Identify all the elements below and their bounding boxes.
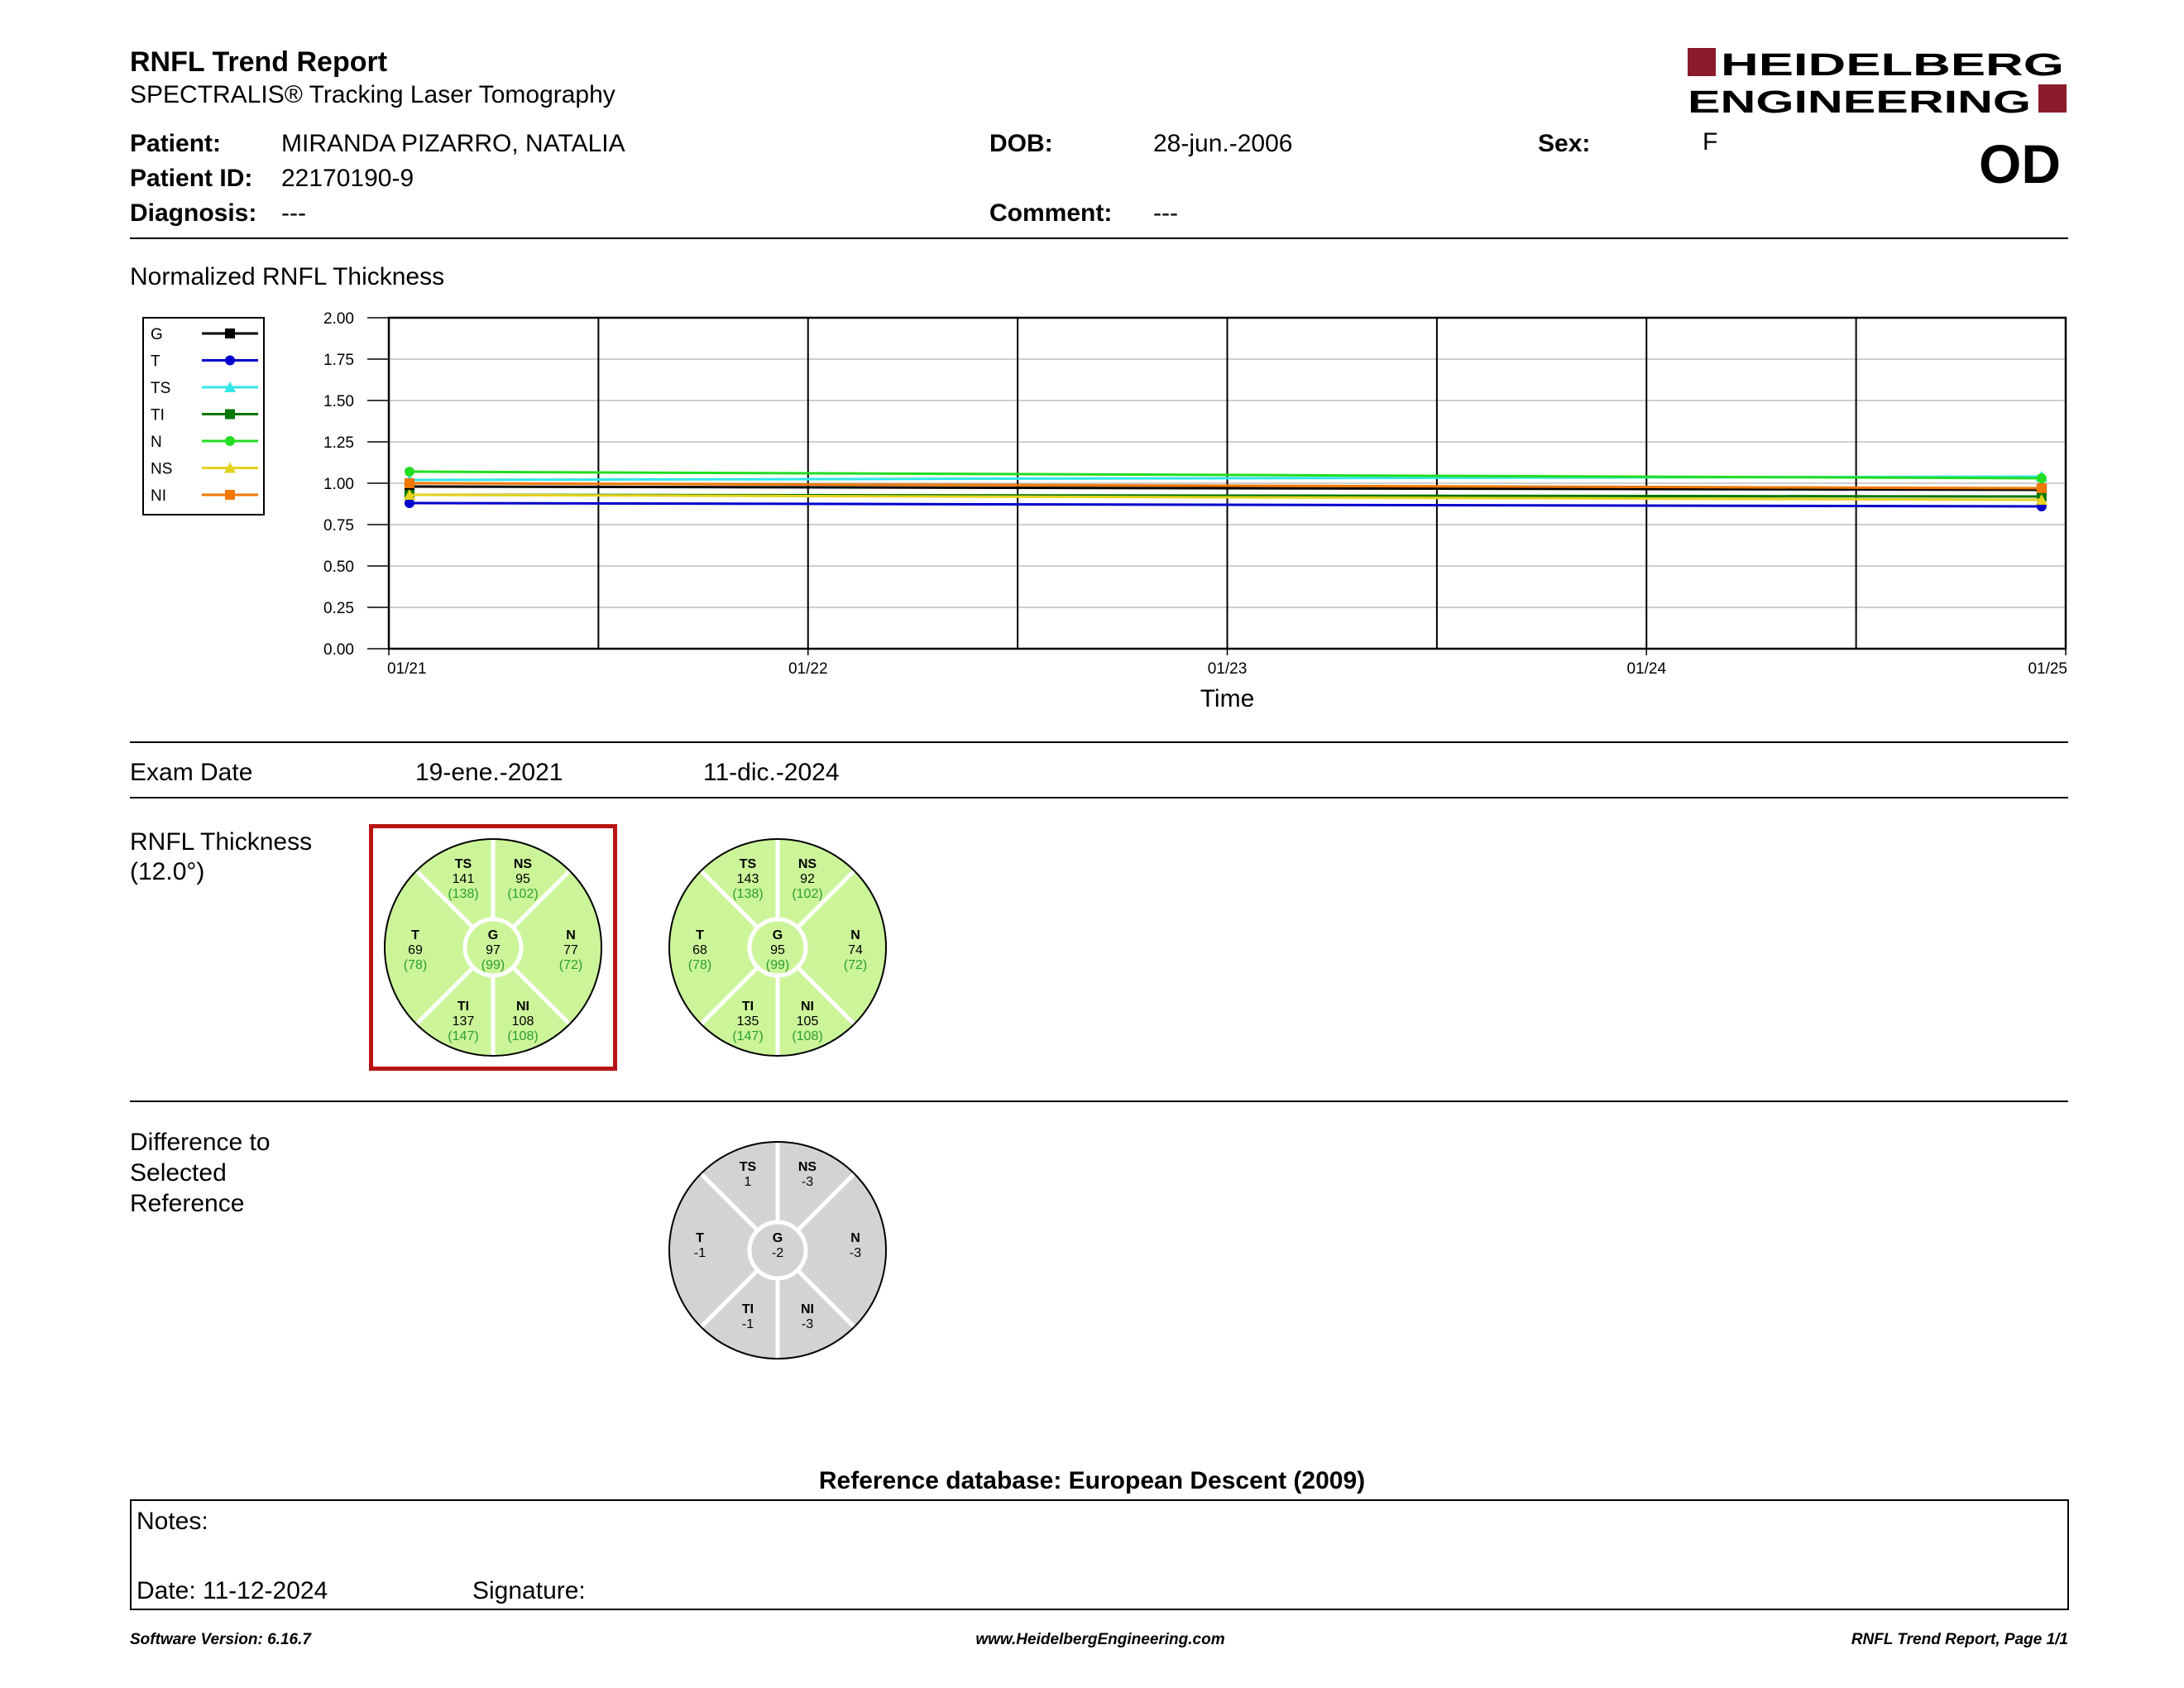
sector-value-g: -2 — [771, 1246, 784, 1260]
sector-name-ts: TS — [454, 857, 472, 871]
sector-value-ns: 92 — [800, 872, 815, 886]
footer-page-number: RNFL Trend Report, Page 1/1 — [1851, 1631, 2068, 1648]
sector-name-ns: NS — [797, 857, 817, 871]
y-tick-label: 0.00 — [323, 641, 354, 659]
sector-reference-ts: (138) — [448, 887, 479, 901]
difference-label-line1: Difference to — [130, 1129, 271, 1156]
sector-value-g: 95 — [770, 943, 785, 957]
comment-label: Comment: — [989, 199, 1113, 227]
legend-label-t: T — [151, 352, 160, 371]
sector-name-ns: NS — [797, 1160, 817, 1174]
sector-name-n: N — [850, 1231, 860, 1245]
dob-label: DOB: — [989, 130, 1053, 157]
y-tick-label: 0.25 — [323, 600, 354, 617]
difference-label-line3: Reference — [130, 1190, 245, 1217]
comment-value: --- — [1153, 199, 1178, 227]
legend-label-g: G — [151, 326, 163, 343]
logo-line-2: ENGINEERING — [1688, 85, 2031, 116]
sector-reference-ts: (138) — [732, 887, 764, 901]
sector-reference-ni: (108) — [792, 1029, 823, 1043]
y-tick-label: 1.25 — [323, 434, 354, 452]
x-tick-label: 01/21 — [387, 660, 427, 678]
legend-label-n: N — [151, 434, 162, 451]
data-point-n — [405, 467, 414, 477]
sector-value-n: 74 — [848, 943, 863, 957]
sector-name-ns: NS — [513, 857, 533, 871]
y-tick-label: 1.00 — [323, 476, 354, 493]
sector-name-n: N — [566, 928, 576, 942]
reference-database: Reference database: European Descent (2009) — [818, 1467, 1366, 1494]
y-tick-label: 0.75 — [323, 517, 354, 535]
divider-exams — [130, 797, 2068, 798]
thickness-circle-1 — [383, 837, 603, 1062]
legend-marker-g — [225, 328, 235, 338]
rnfl-thickness-label-line2: (12.0°) — [130, 858, 205, 885]
notes-label: Notes: — [136, 1508, 208, 1535]
series-line-t — [410, 503, 2042, 506]
sex-value: F — [1703, 128, 1718, 156]
sector-value-n: 77 — [563, 943, 578, 957]
difference-label-line2: Selected — [130, 1159, 227, 1187]
sector-value-ni: 108 — [511, 1014, 534, 1029]
x-tick-label: 01/25 — [2028, 660, 2067, 678]
report-subtitle: SPECTRALIS® Tracking Laser Tomography — [130, 81, 615, 108]
divider-chart — [130, 741, 2068, 743]
rnfl-thickness-label-line1: RNFL Thickness — [130, 828, 313, 856]
rnfl-thickness-label — [130, 827, 312, 887]
sector-name-ni: NI — [516, 1000, 529, 1014]
sector-name-g: G — [772, 1231, 783, 1245]
notes-date: Date: 11-12-2024 — [136, 1577, 328, 1604]
heidelberg-logo — [1688, 46, 2068, 116]
notes-signature: Signature: — [472, 1577, 586, 1604]
sector-reference-ti: (147) — [448, 1029, 479, 1043]
sector-value-ns: 95 — [515, 872, 530, 886]
sector-name-ts: TS — [739, 1160, 757, 1174]
patient-label: Patient: — [130, 130, 222, 157]
eye-indicator: OD — [1979, 133, 2061, 194]
report-title: RNFL Trend Report — [130, 46, 388, 78]
sector-name-ni: NI — [801, 1302, 814, 1316]
x-tick-label: 01/23 — [1207, 660, 1248, 678]
sector-value-ti: -1 — [741, 1317, 754, 1331]
legend-label-ti: TI — [151, 406, 165, 424]
sector-value-ni: -3 — [801, 1317, 814, 1331]
diagnosis-label: Diagnosis: — [130, 199, 257, 227]
sector-name-ni: NI — [801, 1000, 814, 1014]
sector-value-t: 69 — [408, 943, 423, 957]
diagnosis-value: --- — [281, 199, 306, 227]
patient-id-label: Patient ID: — [130, 165, 253, 192]
sector-name-ti: TI — [457, 1000, 470, 1014]
difference-circle — [668, 1140, 888, 1364]
sector-value-ti: 135 — [736, 1014, 759, 1029]
sector-name-t: T — [411, 928, 419, 942]
legend-marker-n — [225, 436, 235, 446]
data-point-n — [2037, 473, 2047, 483]
notes-box — [130, 1499, 2069, 1610]
sector-value-n: -3 — [849, 1246, 862, 1260]
sector-reference-n: (72) — [558, 958, 583, 972]
sector-name-g: G — [772, 928, 783, 942]
sector-value-ni: 105 — [796, 1014, 819, 1029]
difference-label — [130, 1127, 271, 1219]
chart-legend — [142, 317, 266, 521]
x-tick-label: 01/24 — [1626, 660, 1667, 678]
sector-name-g: G — [487, 928, 499, 942]
sector-name-t: T — [696, 1231, 704, 1245]
sector-value-t: 68 — [692, 943, 707, 957]
footer-website[interactable]: www.HeidelbergEngineering.com — [975, 1631, 1225, 1648]
exam-date-label: Exam Date — [130, 759, 253, 786]
legend-marker-ti — [225, 410, 235, 420]
y-tick-label: 0.50 — [323, 559, 354, 576]
sector-value-ts: 143 — [736, 872, 759, 886]
exam-date-1: 19-ene.-2021 — [415, 759, 563, 786]
sector-value-g: 97 — [486, 943, 500, 957]
sector-reference-t: (78) — [403, 958, 428, 972]
sector-reference-ns: (102) — [792, 887, 823, 901]
patient-id-value: 22170190-9 — [281, 165, 414, 192]
x-tick-label: 01/22 — [788, 660, 828, 678]
x-axis-label: Time — [1200, 685, 1255, 712]
sector-reference-g: (99) — [765, 958, 790, 972]
sector-reference-n: (72) — [843, 958, 868, 972]
exam-date-2: 11-dic.-2024 — [703, 759, 840, 786]
sector-reference-t: (78) — [687, 958, 712, 972]
sector-value-ns: -3 — [801, 1175, 814, 1189]
data-point-ni — [405, 478, 414, 488]
chart-area — [281, 306, 2068, 716]
legend-label-ns: NS — [151, 460, 173, 478]
y-tick-label: 2.00 — [323, 310, 354, 328]
sector-value-ts: 1 — [744, 1175, 752, 1189]
sector-name-ti: TI — [741, 1302, 754, 1316]
sector-reference-ti: (147) — [732, 1029, 764, 1043]
divider-header — [130, 237, 2068, 239]
divider-thickness — [130, 1101, 2068, 1102]
chart-title: Normalized RNFL Thickness — [130, 263, 445, 290]
legend-marker-t — [225, 356, 235, 366]
legend-marker-ni — [225, 490, 235, 500]
dob-value: 28-jun.-2006 — [1153, 130, 1293, 157]
sector-name-ts: TS — [739, 857, 757, 871]
sex-label: Sex: — [1538, 130, 1591, 157]
sector-reference-g: (99) — [481, 958, 505, 972]
sector-value-t: -1 — [693, 1246, 706, 1260]
logo-line-1: HEIDELBERG — [1721, 48, 2064, 83]
y-tick-label: 1.50 — [323, 393, 354, 410]
y-tick-label: 1.75 — [323, 352, 354, 369]
sector-value-ts: 141 — [452, 872, 475, 886]
thickness-circle-2 — [668, 837, 888, 1062]
sector-name-n: N — [850, 928, 860, 942]
legend-label-ni: NI — [151, 487, 166, 505]
sector-reference-ns: (102) — [507, 887, 539, 901]
footer-software-version: Software Version: 6.16.7 — [130, 1631, 311, 1648]
legend-label-ts: TS — [151, 380, 171, 397]
sector-value-ti: 137 — [452, 1014, 475, 1029]
sector-name-t: T — [696, 928, 704, 942]
sector-reference-ni: (108) — [507, 1029, 539, 1043]
sector-name-ti: TI — [741, 1000, 754, 1014]
patient-value: MIRANDA PIZARRO, NATALIA — [281, 130, 625, 157]
data-point-ni — [2037, 483, 2047, 493]
